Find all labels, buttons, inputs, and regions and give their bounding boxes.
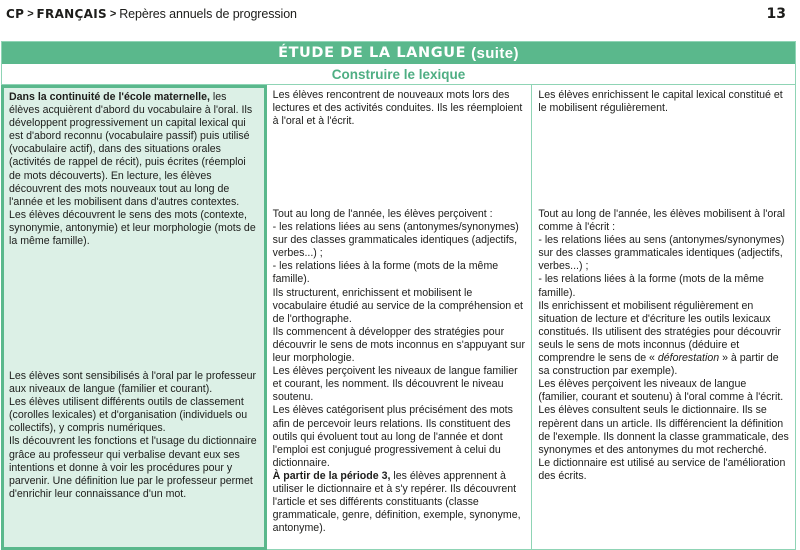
progression-table [1, 41, 796, 550]
breadcrumb-page: Repères annuels de progression [119, 7, 297, 21]
column-period-1 [1, 85, 267, 550]
body-text: Ils enrichissent et mobilisent régulièrement en situation de lecture et d'écriture les outils lexicaux constitués. Ils utilisent des stratégies pour découvrir seuls le sens de mots inconnus (déduire et comprendre le sens de « [538, 299, 781, 365]
breadcrumb-separator: > [109, 8, 117, 20]
paragraph: Les élèves rencontrent de nouveaux mots lors des lectures et des activités conduites. Ils les réemploient à l'oral et à l'écrit. [272, 89, 523, 128]
column-period-3 [532, 85, 795, 549]
page-number: 13 [766, 6, 786, 22]
paragraph: Les élèves enrichissent le capital lexical constitué et le mobilisent régulièrement. [538, 89, 783, 115]
paragraph [9, 91, 259, 209]
column-1-block-1 [9, 91, 259, 248]
paragraph [538, 300, 789, 379]
paragraph: Les élèves découvrent le sens des mots (contexte, synonymie, antonymie) et leur morphologie (mots de la même famille). [9, 208, 256, 248]
section-subtitle: Construire le lexique [2, 64, 795, 85]
paragraph: Tout au long de l'année, les élèves mobilisent à l'oral comme à l'écrit : [538, 208, 786, 234]
column-1-block-2 [9, 370, 259, 501]
page-header [6, 4, 786, 24]
column-period-2 [267, 85, 533, 549]
paragraph: Les élèves sont sensibilisés à l'oral par le professeur aux niveaux de langue (familier et courant). [9, 370, 256, 396]
column-2-block-1 [273, 89, 526, 128]
paragraph: Ils découvrent les fonctions et l'usage du dictionnaire grâce au professeur qui verbalise devant eux ses intentions et donne à voir les procédures pour y parvenir. Une définition lue par le professeur permet d'enrichir leur connaissance d'un mot. [9, 435, 257, 500]
paragraph: Le dictionnaire est utilisé au service de l'amélioration des écrits. [538, 456, 786, 482]
section-title-suffix: (suite) [471, 44, 519, 62]
paragraph: Les élèves consultent seuls le dictionnaire. Ils se repèrent dans un article. Ils différencient la définition de l'exemple. Ils donnent la classe grammaticale, des synonymes et des antonymes du mot recherché. [538, 404, 789, 456]
body-text: les élèves acquièrent d'abord du vocabulaire à l'oral. Ils développent progressivement un capital lexical qui est d'abord reconnu (vocabulaire passif) puis utilisé (vocabulaire actif), dans des situations orales (activités de rappel de récit), puis écrites (réemploi de mots découverts). En lecture, les élèves découvrent des mots nouveaux tout au long de l'année et les mobilisent dans d'autres contextes. [9, 91, 253, 208]
paragraph: - les relations liées au sens (antonymes/synonymes) sur des classes grammaticales identiques (adjectifs, verbes...) ; [538, 234, 785, 273]
paragraph: - les relations liées à la forme (mots de la même famille). [538, 273, 764, 299]
paragraph: Tout au long de l'année, les élèves perçoivent : [272, 208, 493, 220]
body-text: les élèves apprennent à utiliser le dictionnaire et à s'y repérer. Ils découvrent l'article et ses différents constituants (classe grammaticale, genre, définition, exemple, synonyme, antonyme). [272, 469, 521, 535]
body-text: » à partir de sa construction par exemple). [538, 352, 779, 378]
table-columns [2, 85, 795, 549]
paragraph: - les relations liées au sens (antonymes/synonymes) sur des classes grammaticales identiques (adjectifs, verbes...) ; [272, 221, 519, 260]
section-title: ÉTUDE DE LA LANGUE [278, 45, 467, 61]
paragraph [273, 470, 526, 535]
paragraph: Les élèves perçoivent les niveaux de langue familier et courant, les nomment. Ils découvrent le niveau soutenu. [272, 365, 518, 404]
paragraph: Les élèves perçoivent les niveaux de langue (familier, courant et soutenu) à l'oral comme à l'écrit. [538, 378, 784, 404]
breadcrumb-level: CP [6, 7, 25, 21]
breadcrumb-subject: FRANÇAIS [36, 7, 107, 21]
paragraph: - les relations liées à la forme (mots de la même famille). [272, 260, 499, 286]
column-3-block-1 [538, 89, 789, 115]
breadcrumb-separator: > [27, 8, 34, 20]
lead-text: À partir de la période 3, [272, 469, 391, 482]
paragraph: Les élèves catégorisent plus précisément des mots afin de percevoir leurs relations. Ils constituent des outils qui évoluent tout au long de l'année et dont l'emploi est conjugué progressivement à celui du dictionnaire. [272, 404, 513, 469]
section-title-band [2, 42, 795, 64]
breadcrumb [6, 7, 297, 21]
column-3-block-2 [538, 208, 789, 483]
italic-term: déforestation [657, 352, 720, 365]
paragraph: Ils commencent à développer des stratégies pour découvrir le sens de mots inconnus en s'appuyant sur leur morphologie. [272, 325, 525, 365]
paragraph: Ils structurent, enrichissent et mobilisent le vocabulaire étudié au service de la compréhension et de l'orthographe. [272, 286, 523, 325]
paragraph: Les élèves utilisent différents outils de classement (corolles lexicales) et d'organisation (individuels ou collectifs), y compris numériques. [9, 396, 248, 435]
column-2-block-2 [273, 208, 526, 535]
lead-text: Dans la continuité de l'école maternelle, [9, 91, 210, 103]
